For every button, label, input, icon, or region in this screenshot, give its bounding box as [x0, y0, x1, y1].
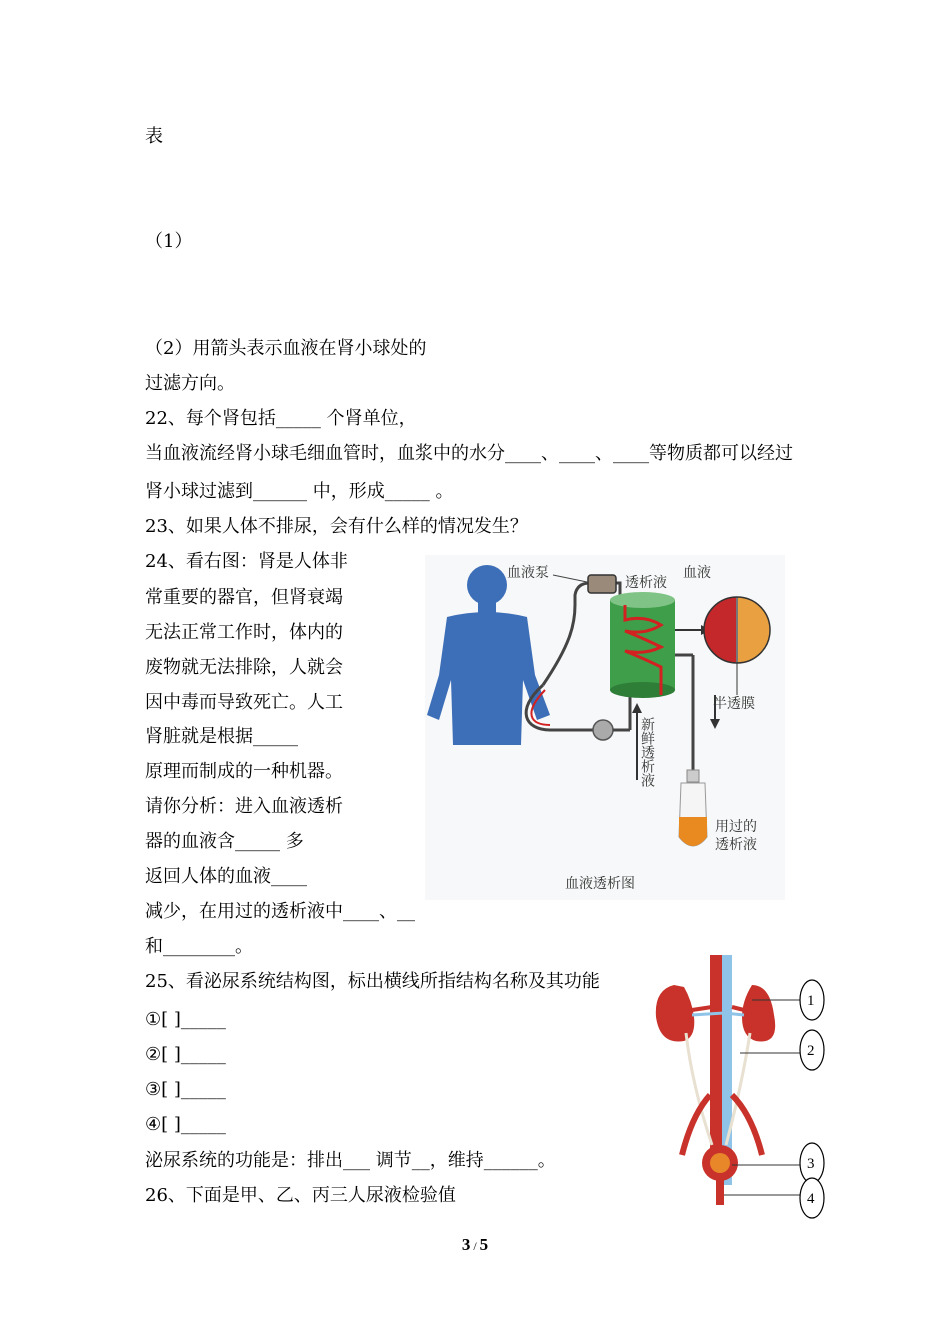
page-current: 3 — [461, 1235, 471, 1254]
svg-text:4: 4 — [807, 1191, 815, 1207]
text-line: 返回人体的血液____ — [145, 866, 307, 887]
question-22: 22、每个肾包括_____ 个肾单位， — [145, 408, 417, 429]
label-circle-1 — [800, 980, 824, 1020]
figure-caption: 血液透析图 — [565, 876, 635, 892]
text-line: 表 — [145, 126, 163, 147]
page-total: 5 — [479, 1235, 489, 1254]
question-23: 23、如果人体不排尿，会有什么样的情况发生？ — [145, 516, 528, 537]
kidney-right — [742, 985, 775, 1041]
question-part-1: （1） — [145, 231, 193, 252]
text-line: 肾脏就是根据_____ — [145, 726, 298, 747]
text-line: 肾小球过滤到______ 中，形成_____ 。 — [145, 481, 454, 502]
blood-pump — [588, 575, 616, 593]
valve-ball — [593, 720, 613, 740]
text-line: 常重要的器官，但肾衰竭 — [145, 587, 343, 608]
question-part-2: （2）用箭头表示血液在肾小球处的 — [145, 338, 427, 359]
text-line: 过滤方向。 — [145, 373, 235, 394]
label-pump: 血液泵 — [507, 565, 549, 581]
dialysis-diagram — [425, 555, 785, 900]
label-fresh-dialysate: 新鲜透析液 — [639, 717, 655, 787]
text-line: 因中毒而导致死亡。人工 — [145, 692, 343, 713]
blood-magnified-circle — [704, 597, 770, 663]
question-25: 25、看泌尿系统结构图，标出横线所指结构名称及其功能 — [145, 971, 600, 992]
text-line: 废物就无法排除，人就会 — [145, 657, 343, 678]
svg-text:3: 3 — [807, 1156, 815, 1172]
text-line: 和________。 — [145, 936, 253, 957]
text-line: 当血液流经肾小球毛细血管时，血浆中的水分____、____、____等物质都可以经过 — [145, 443, 793, 464]
label-circle-4 — [800, 1178, 824, 1218]
svg-text:2: 2 — [807, 1043, 815, 1059]
label-blood: 血液 — [683, 565, 711, 581]
question-24: 24、看右图：肾是人体非 — [145, 551, 348, 572]
text-line: 请你分析：进入血液透析 — [145, 796, 343, 817]
page-separator: / — [470, 1239, 480, 1253]
label-dialysate: 透析液 — [625, 575, 667, 591]
answer-blank-1: ①[ ]_____ — [145, 1009, 226, 1030]
dialyzer-tank — [610, 592, 675, 698]
answer-blank-2: ②[ ]_____ — [145, 1044, 226, 1065]
svg-text:1: 1 — [807, 993, 815, 1009]
kidney-left — [656, 985, 694, 1042]
answer-blank-3: ③[ ]_____ — [145, 1079, 226, 1100]
text-line: 无法正常工作时，体内的 — [145, 622, 343, 643]
answer-blank-4: ④[ ]_____ — [145, 1114, 226, 1135]
text-line: 器的血液含_____ 多 — [145, 831, 304, 852]
urinary-system-diagram — [652, 945, 832, 1210]
text-line: 泌尿系统的功能是：排出___ 调节__，维持______。 — [145, 1150, 556, 1171]
label-used-dialysate-1: 用过的 — [715, 819, 757, 835]
page-number — [0, 1233, 950, 1258]
label-membrane: 半透膜 — [713, 696, 755, 712]
question-26: 26、下面是甲、乙、丙三人尿液检验值 — [145, 1185, 456, 1206]
bladder — [702, 1145, 738, 1181]
label-used-dialysate-2: 透析液 — [715, 837, 757, 853]
text-line: 原理而制成的一种机器。 — [145, 761, 343, 782]
label-circle-2 — [800, 1030, 824, 1070]
label-circle-3 — [800, 1143, 824, 1183]
text-line: 减少，在用过的透析液中____、__ — [145, 901, 415, 922]
